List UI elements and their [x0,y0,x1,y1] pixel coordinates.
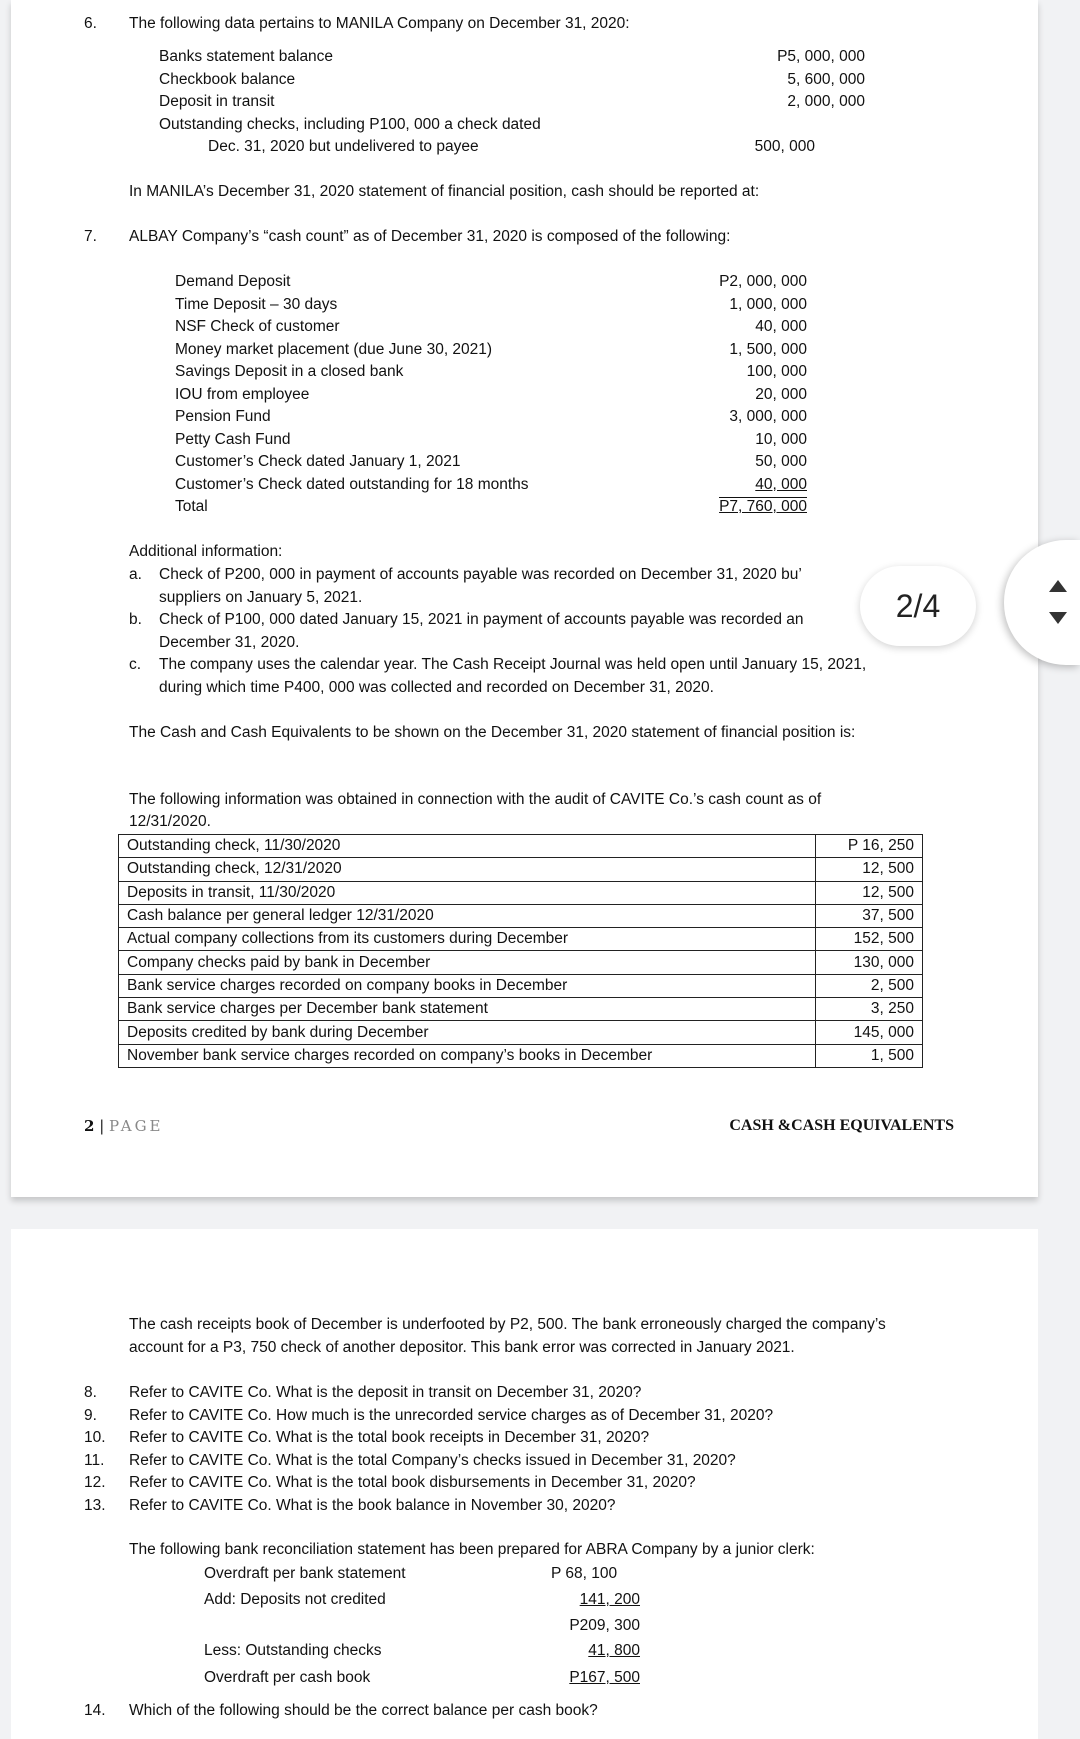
abra-book-label: Overdraft per cash book [204,1669,371,1686]
abra-add-value: 141, 200 [579,1591,640,1608]
table-row [119,1021,923,1044]
table-row [119,951,923,974]
q7-total-value: P7, 760, 000 [719,498,807,515]
additional-item-letter: a. [129,566,142,583]
question-text: Refer to CAVITE Co. What is the total book disbursements in December 31, 2020? [129,1474,696,1491]
abra-book-value: P167, 500 [569,1669,640,1686]
q6-outstanding-amount: 500, 000 [754,138,815,155]
q7-item-label: Money market placement (due June 30, 2021) [175,340,493,358]
q7-item-amount: 40, 000 [755,318,807,335]
abra-add-amount [511,1590,640,1610]
additional-item-text: The company uses the calendar year. The Cash Receipt Journal was held open until January 15, 2021, [159,656,867,673]
q7-item-amount: P2, 000, 000 [719,273,807,290]
abra-overdraft-bank-label: Overdraft per bank statement [204,1565,406,1582]
page-word: PAGE [109,1117,164,1135]
q6-item-amount: P5, 000, 000 [777,48,865,65]
footer-title: CASH &CASH EQUIVALENTS [729,1117,954,1134]
question-number: 10. [84,1429,106,1446]
q14-text: Which of the following should be the correct balance per cash book? [129,1702,598,1719]
cavite-intro-2: 12/31/2020. [129,813,211,830]
q7-total-amount [647,497,807,517]
question-text: Refer to CAVITE Co. What is the total Company’s checks issued in December 31, 2020? [129,1451,736,1469]
q6-item-amount: 5, 600, 000 [787,70,865,88]
row-label: Deposits credited by bank during December [119,1021,816,1044]
row-amount: 145, 000 [816,1021,923,1044]
cavite-intro: The following information was obtained in connection with the audit of CAVITE Co.’s cash count as of [129,791,822,808]
table-row [119,858,923,881]
q7-item-amount-value: 40, 000 [755,475,807,493]
additional-heading: Additional information: [129,543,283,560]
q7-item-label: Customer’s Check dated outstanding for 18 months [175,475,529,493]
question-number: 8. [84,1384,97,1401]
abra-less-value: 41, 800 [588,1642,640,1659]
q7-item-label: Demand Deposit [175,273,291,290]
q7-item-label: Customer’s Check dated January 1, 2021 [175,453,461,470]
question-number: 9. [84,1406,97,1424]
q7-item-label: IOU from employee [175,385,310,403]
next-page-icon[interactable] [1049,612,1067,624]
row-amount: P 16, 250 [816,835,923,858]
question-number: 12. [84,1474,106,1491]
table-row [119,974,923,997]
q6-intro: The following data pertains to MANILA Company on December 31, 2020: [129,15,630,32]
row-amount: 3, 250 [816,998,923,1021]
abra-intro: The following bank reconciliation statement has been prepared for ABRA Company by a junior clerk: [129,1541,815,1558]
question-text: Refer to CAVITE Co. What is the book balance in November 30, 2020? [129,1496,616,1514]
row-amount: 130, 000 [816,951,923,974]
q7-item-label: Petty Cash Fund [175,430,291,448]
question-text: Refer to CAVITE Co. What is the deposit in transit on December 31, 2020? [129,1384,642,1401]
footer-page-number: 2 | PAGE [84,1117,164,1135]
row-label: Cash balance per general ledger 12/31/2020 [119,904,816,927]
row-amount: 12, 500 [816,881,923,904]
abra-book-amount [511,1668,640,1688]
row-amount: 37, 500 [816,904,923,927]
row-label: Deposits in transit, 11/30/2020 [119,881,816,904]
q14-number: 14. [84,1702,106,1719]
row-amount: 2, 500 [816,974,923,997]
row-amount: 152, 500 [816,928,923,951]
table-row [119,881,923,904]
additional-item-text: during which time P400, 000 was collected and recorded on December 31, 2020. [159,678,714,696]
q7-item-label: NSF Check of customer [175,318,340,335]
additional-item-text: Check of P200, 000 in payment of accounts payable was recorded on December 31, 2020 bu’ [159,566,802,583]
additional-item-letter: b. [129,611,142,628]
row-label: Bank service charges per December bank statement [119,998,816,1021]
row-label: Outstanding check, 12/31/2020 [119,858,816,881]
row-amount: 1, 500 [816,1044,923,1067]
q7-item-amount [647,475,807,495]
question-number: 11. [84,1451,105,1469]
row-label: Company checks paid by bank in December [119,951,816,974]
q6-item-label: Deposit in transit [159,93,275,111]
cavite-data-table [118,834,923,1068]
q7-item-label: Time Deposit – 30 days [175,295,338,313]
q6-outstanding-label: Outstanding checks, including P100, 000 a check dated [159,116,541,133]
q6-number: 6. [84,15,97,32]
q7-item-amount: 3, 000, 000 [729,408,807,425]
page-number: 2 [84,1117,95,1135]
document-page-3 [11,1229,1038,1739]
cavite-note: The cash receipts book of December is underfooted by P2, 500. The bank erroneously charged the company’s [129,1316,886,1333]
table-row [119,904,923,927]
abra-subtotal: P209, 300 [569,1617,640,1634]
additional-item-letter: c. [129,656,142,673]
table-row [119,1044,923,1067]
additional-item-text: December 31, 2020. [159,633,300,651]
row-label: Bank service charges recorded on company books in December [119,974,816,997]
table-row [119,835,923,858]
q7-item-amount: 50, 000 [755,453,807,470]
question-text: Refer to CAVITE Co. How much is the unrecorded service charges as of December 31, 2020? [129,1406,774,1424]
row-label: November bank service charges recorded on company’s books in December [119,1044,816,1067]
q7-question: The Cash and Cash Equivalents to be shown on the December 31, 2020 statement of financial position is: [129,724,856,741]
q6-outstanding-label-2: Dec. 31, 2020 but undelivered to payee [208,138,479,155]
cavite-note-2: account for a P3, 750 check of another depositor. This bank error was corrected in January 2021. [129,1339,795,1356]
q7-total-label: Total [175,498,208,515]
table-row [119,928,923,951]
q7-item-amount: 20, 000 [755,385,807,403]
question-text: Refer to CAVITE Co. What is the total book receipts in December 31, 2020? [129,1429,650,1446]
row-amount: 12, 500 [816,858,923,881]
q7-number: 7. [84,228,97,245]
question-number: 13. [84,1496,106,1514]
q6-question: In MANILA’s December 31, 2020 statement of financial position, cash should be reported at: [129,183,760,200]
q7-item-label: Pension Fund [175,408,271,425]
additional-item-text: Check of P100, 000 dated January 15, 2021 in payment of accounts payable was recorded an [159,611,804,628]
table-row [119,998,923,1021]
abra-less-label: Less: Outstanding checks [204,1642,382,1659]
row-label: Outstanding check, 11/30/2020 [119,835,816,858]
q7-item-label: Savings Deposit in a closed bank [175,363,404,380]
page-indicator: 2/4 [860,566,976,646]
q7-intro: ALBAY Company’s “cash count” as of December 31, 2020 is composed of the following: [129,228,731,245]
abra-add-label: Add: Deposits not credited [204,1591,386,1608]
row-label: Actual company collections from its customers during December [119,928,816,951]
q7-item-amount: 1, 500, 000 [729,340,807,358]
previous-page-icon[interactable] [1049,580,1067,592]
abra-less-amount [511,1641,640,1661]
q7-item-amount: 100, 000 [746,363,807,380]
q6-item-label: Banks statement balance [159,48,334,65]
abra-overdraft-bank-amount: P 68, 100 [551,1565,618,1582]
q7-item-amount: 1, 000, 000 [729,295,807,313]
additional-item-text: suppliers on January 5, 2021. [159,588,363,606]
q7-item-amount: 10, 000 [755,430,807,448]
q6-item-amount: 2, 000, 000 [787,93,865,111]
q6-item-label: Checkbook balance [159,70,296,88]
